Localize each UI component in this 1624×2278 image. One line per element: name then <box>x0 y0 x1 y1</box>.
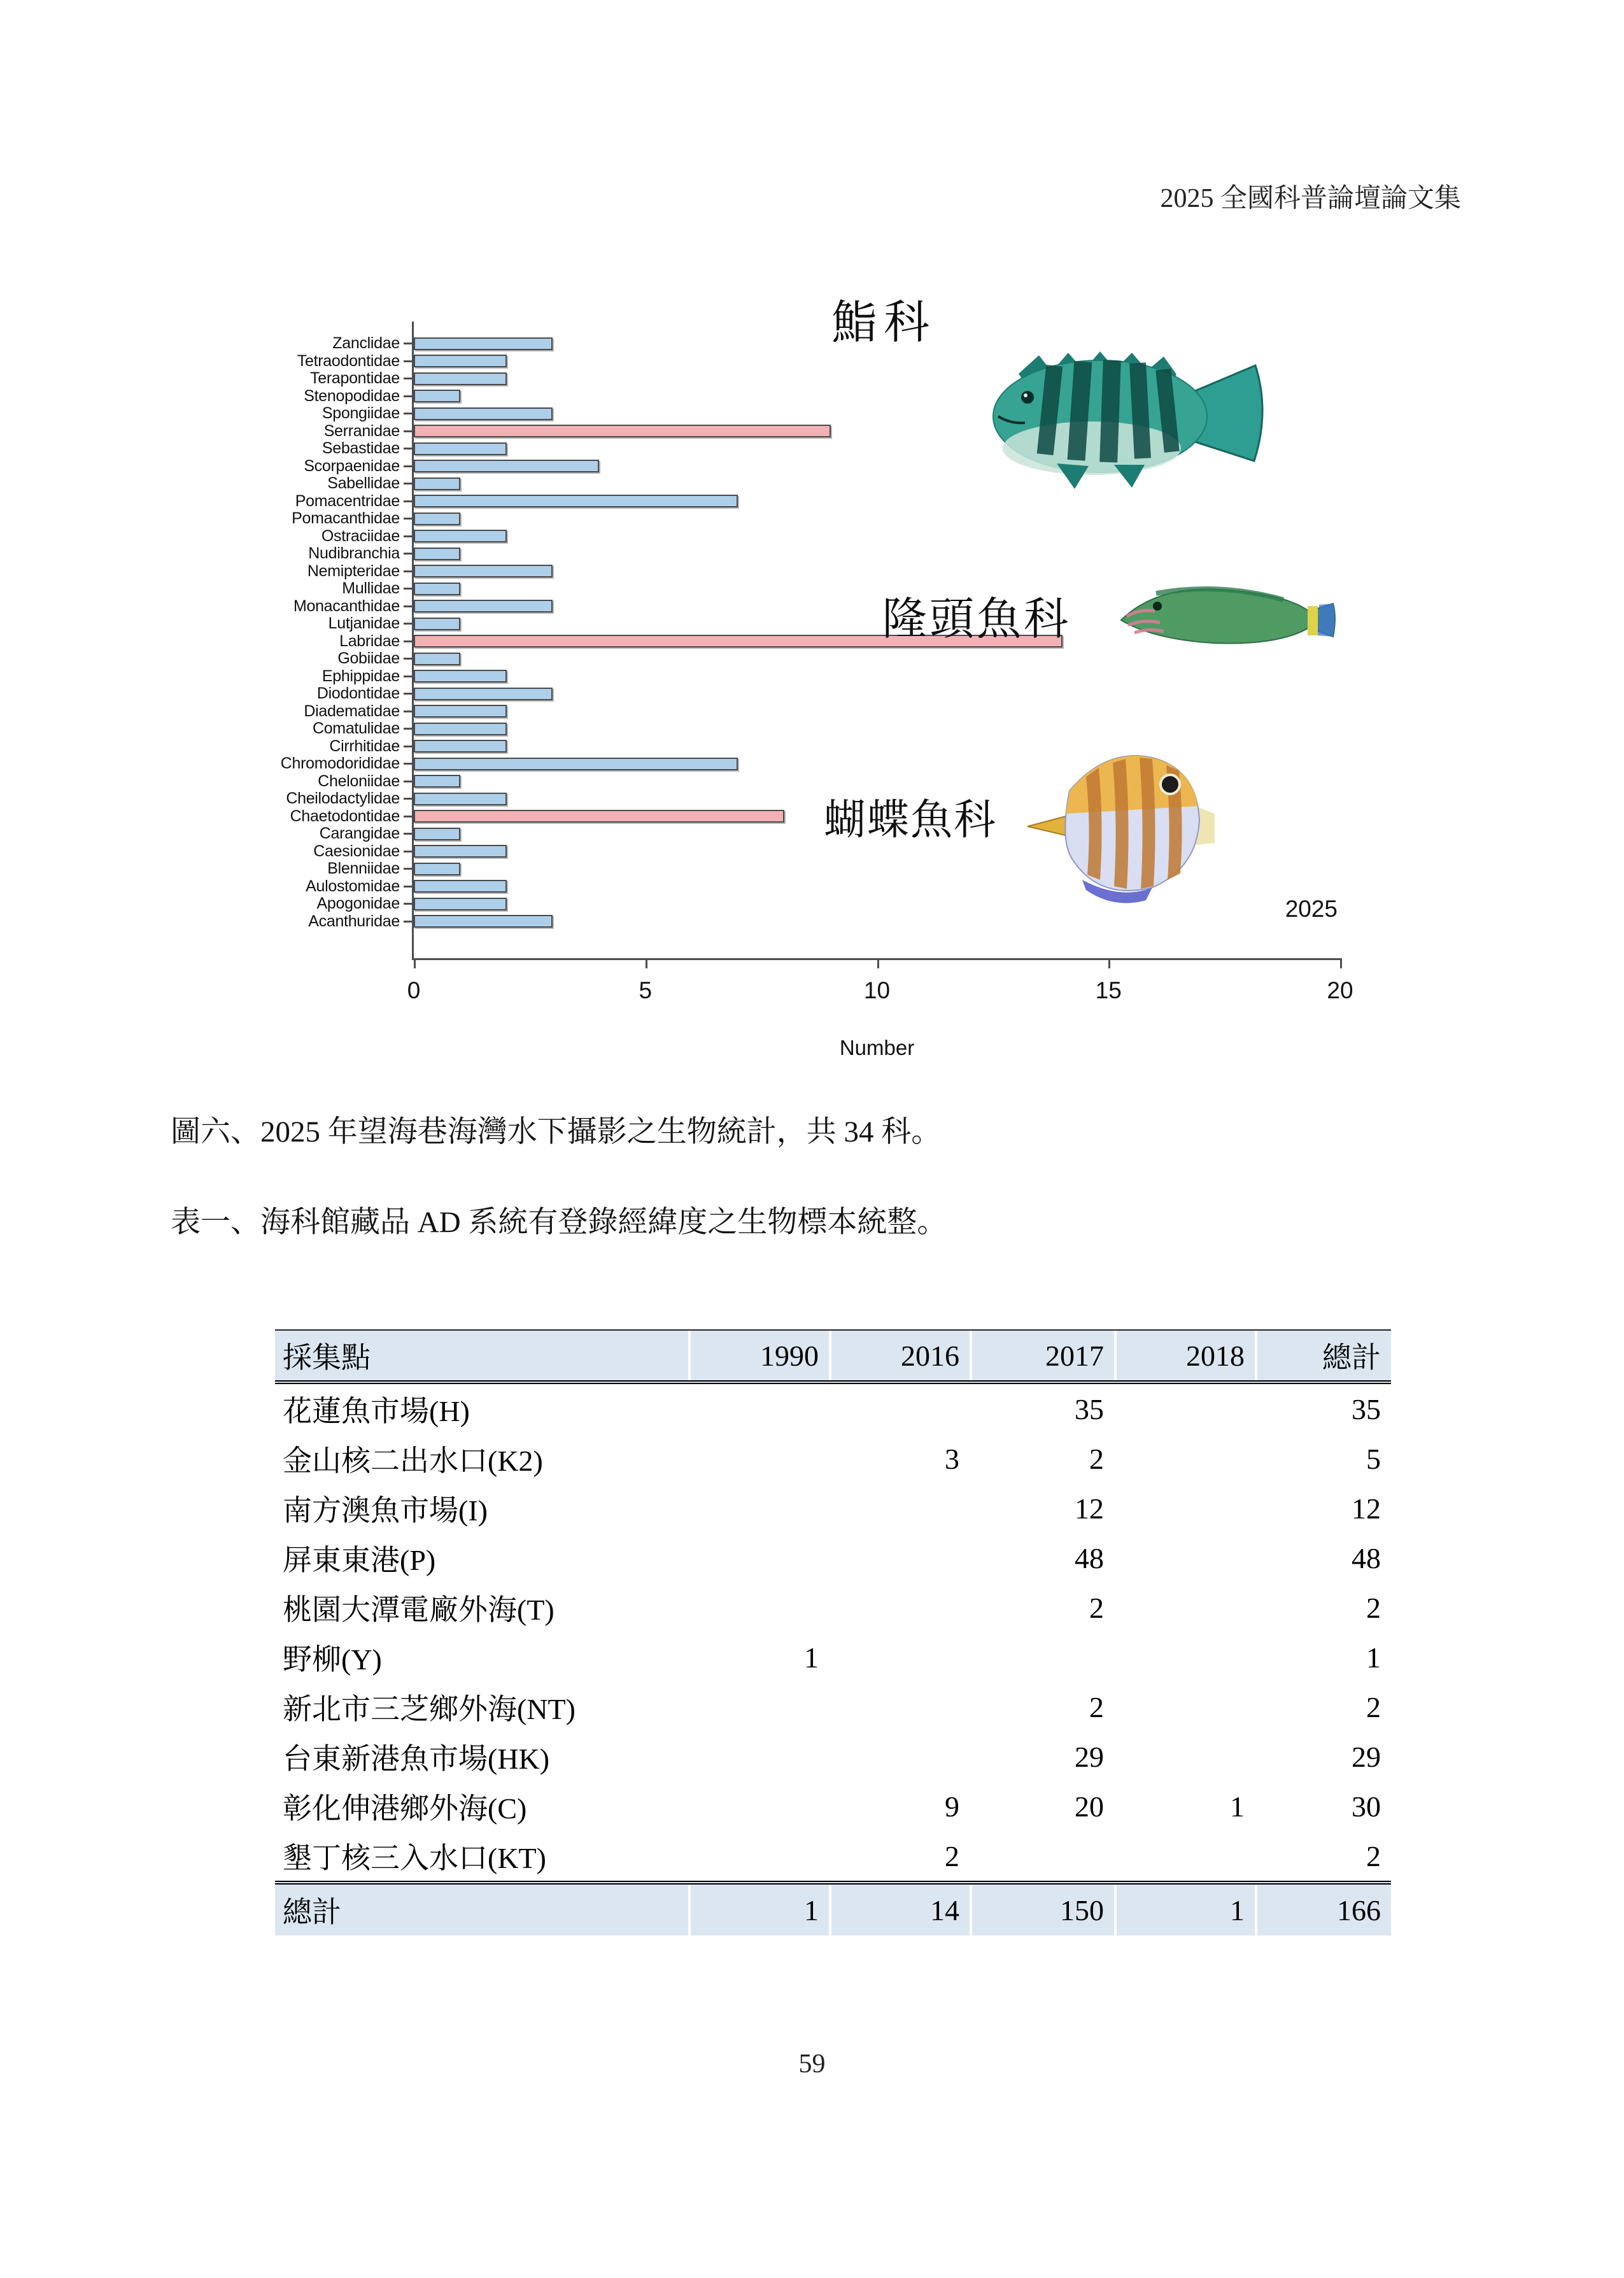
site-cell: 桃園大潭電廠外海(T) <box>283 1594 554 1626</box>
y-tick <box>404 921 414 923</box>
bar-pomacentridae <box>414 495 738 507</box>
table-row <box>275 1831 1391 1881</box>
value-cell <box>688 1384 829 1434</box>
x-tick <box>877 958 879 968</box>
chart-row <box>292 509 1340 528</box>
column-header: 1990 <box>688 1331 829 1380</box>
category-label-lutjanidae: Lutjanidae <box>328 614 400 632</box>
value-cell: 3 <box>945 1442 959 1475</box>
bar-cirrhitidae <box>414 740 507 753</box>
y-tick <box>404 851 414 852</box>
value-cell <box>688 1831 829 1881</box>
category-label-mullidae: Mullidae <box>342 579 400 597</box>
column-header: 2018 <box>1114 1331 1255 1380</box>
table-header-row <box>275 1329 1391 1384</box>
chart-year-label: 2025 <box>1285 896 1338 922</box>
x-tick-label: 5 <box>639 977 653 1003</box>
category-label-ostraciidae: Ostraciidae <box>321 527 400 545</box>
x-tick <box>1108 958 1110 968</box>
category-label-chromodorididae: Chromodorididae <box>280 754 400 772</box>
total-value-cell: 1 <box>1114 1885 1255 1935</box>
category-label-serranidae: Serranidae <box>323 421 400 440</box>
value-cell: 48 <box>1075 1541 1104 1574</box>
value-cell: 12 <box>1075 1492 1104 1525</box>
chart-row <box>308 912 1340 931</box>
bar-diodontidae <box>414 688 553 700</box>
bar-serranidae <box>414 425 831 437</box>
value-cell: 2 <box>1366 1591 1381 1624</box>
bar-blenniidae <box>414 863 460 875</box>
chart-row <box>321 667 1340 686</box>
total-value-cell: 166 <box>1255 1885 1391 1935</box>
bar-sabellidae <box>414 478 460 490</box>
x-tick-label: 15 <box>1095 977 1122 1003</box>
bar-chaetodontidae <box>414 810 784 823</box>
y-tick <box>404 378 414 379</box>
x-tick <box>646 958 647 968</box>
y-tick <box>404 500 414 502</box>
category-label-cheilodactylidae: Cheilodactylidae <box>286 789 400 807</box>
total-value-cell: 150 <box>970 1885 1114 1935</box>
table-row <box>275 1632 1391 1682</box>
site-cell: 南方澳魚市場(I) <box>283 1494 488 1527</box>
table-title: 表一、海科館藏品 AD 系統有登錄經緯度之生物標本統整。 <box>171 1206 947 1239</box>
category-label-caesionidae: Caesionidae <box>313 842 400 860</box>
category-label-chaetodontidae: Chaetodontidae <box>290 807 400 825</box>
column-header: 2016 <box>829 1331 970 1380</box>
bar-chromodorididae <box>414 758 738 770</box>
value-cell: 35 <box>1075 1392 1104 1426</box>
bar-gobiidae <box>414 653 460 665</box>
category-label-cirrhitidae: Cirrhitidae <box>329 737 400 755</box>
x-tick-label: 20 <box>1327 977 1353 1003</box>
category-label-apogonidae: Apogonidae <box>316 895 400 912</box>
category-label-scorpaenidae: Scorpaenidae <box>304 456 400 475</box>
category-label-spongiidae: Spongiidae <box>321 404 400 422</box>
table-body <box>275 1384 1391 1881</box>
value-cell: 9 <box>945 1790 959 1823</box>
category-label-tetraodontidae: Tetraodontidae <box>297 351 400 370</box>
category-label-comatulidae: Comatulidae <box>312 719 400 737</box>
value-cell <box>1114 1434 1255 1483</box>
specimen-table <box>275 1329 1391 1935</box>
site-cell: 新北市三芝鄉外海(NT) <box>283 1693 575 1725</box>
category-label-cheloniidae: Cheloniidae <box>318 772 400 790</box>
category-label-aulostomidae: Aulostomidae <box>306 877 400 895</box>
bar-zanclidae <box>414 337 553 350</box>
value-cell <box>1114 1732 1255 1781</box>
value-cell <box>829 1682 970 1732</box>
category-label-stenopodidae: Stenopodidae <box>304 386 400 405</box>
bar-comatulidae <box>414 723 507 735</box>
value-cell: 2 <box>1366 1839 1381 1872</box>
y-tick <box>404 640 414 642</box>
value-cell: 5 <box>1366 1442 1381 1475</box>
y-tick <box>404 676 414 677</box>
page-number: 59 <box>798 2049 826 2079</box>
annotation-chaetodontidae: 蝴蝶魚科 <box>824 797 997 844</box>
y-tick <box>404 553 414 555</box>
grouper-fish-image <box>980 339 1273 492</box>
value-cell <box>1114 1632 1255 1682</box>
column-header: 總計 <box>1255 1331 1391 1380</box>
value-cell <box>1114 1384 1255 1434</box>
bar-stenopodidae <box>414 390 460 402</box>
bar-carangidae <box>414 828 460 840</box>
value-cell <box>1114 1682 1255 1732</box>
category-label-sebastidae: Sebastidae <box>321 439 400 457</box>
bar-cheloniidae <box>414 775 460 788</box>
annotation-serranidae: 鮨科 <box>831 297 936 348</box>
table-row <box>275 1583 1391 1632</box>
bar-spongiidae <box>414 407 553 420</box>
value-cell <box>829 1384 970 1434</box>
bar-sebastidae <box>414 442 507 455</box>
table-total-row <box>275 1881 1391 1935</box>
y-tick <box>404 623 414 625</box>
y-tick <box>404 588 414 590</box>
bar-monacanthidae <box>414 600 553 612</box>
bar-ephippidae <box>414 670 507 683</box>
bar-cheilodactylidae <box>414 793 507 805</box>
bar-nudibranchia <box>414 548 460 560</box>
value-cell: 2 <box>945 1839 959 1872</box>
table-row <box>275 1483 1391 1533</box>
value-cell: 1 <box>1230 1790 1245 1823</box>
butterflyfish-image <box>1025 730 1216 914</box>
page-header: 2025 全國科普論壇論文集 <box>1160 184 1461 213</box>
chart-row <box>295 492 1340 511</box>
value-cell <box>1114 1831 1255 1881</box>
value-cell: 2 <box>1089 1591 1104 1624</box>
category-label-diodontidae: Diodontidae <box>316 684 400 702</box>
bar-tetraodontidae <box>414 355 507 367</box>
site-cell: 屏東東港(P) <box>283 1544 436 1576</box>
bar-aulostomidae <box>414 880 507 893</box>
value-cell <box>829 1583 970 1632</box>
bar-apogonidae <box>414 898 507 910</box>
value-cell <box>1114 1483 1255 1533</box>
value-cell <box>829 1732 970 1781</box>
value-cell: 2 <box>1089 1690 1104 1723</box>
wrasse-fish-image <box>1118 574 1337 667</box>
y-tick <box>404 711 414 712</box>
value-cell: 2 <box>1366 1690 1381 1723</box>
x-tick-label: 10 <box>863 977 891 1003</box>
y-tick <box>404 833 414 835</box>
y-tick <box>404 886 414 888</box>
value-cell <box>970 1632 1114 1682</box>
y-tick <box>404 448 414 449</box>
value-cell: 2 <box>1089 1442 1104 1475</box>
y-tick <box>404 343 414 344</box>
category-label-nemipteridae: Nemipteridae <box>307 562 400 580</box>
table-row <box>275 1732 1391 1781</box>
category-label-gobiidae: Gobiidae <box>337 649 400 667</box>
site-cell: 台東新港魚市場(HK) <box>283 1743 550 1775</box>
value-cell: 48 <box>1352 1541 1381 1574</box>
bar-acanthuridae <box>414 915 553 928</box>
y-tick <box>404 430 414 432</box>
bar-scorpaenidae <box>414 460 599 472</box>
y-tick <box>404 413 414 414</box>
x-tick-label: 0 <box>407 977 421 1003</box>
category-label-acanthuridae: Acanthuridae <box>308 912 400 930</box>
value-cell <box>688 1682 829 1732</box>
value-cell <box>829 1632 970 1682</box>
value-cell <box>688 1434 829 1483</box>
value-cell: 1 <box>804 1641 819 1674</box>
y-tick <box>404 903 414 905</box>
y-tick <box>404 605 414 607</box>
category-label-diadematidae: Diadematidae <box>304 702 400 720</box>
total-value-cell: 1 <box>688 1885 829 1935</box>
chart-row <box>308 544 1340 563</box>
value-cell: 29 <box>1352 1740 1381 1773</box>
table-row <box>275 1533 1391 1583</box>
y-tick <box>404 360 414 362</box>
y-tick <box>404 465 414 467</box>
bar-pomacanthidae <box>414 513 460 525</box>
bar-ostraciidae <box>414 530 507 542</box>
table-row <box>275 1781 1391 1831</box>
value-cell: 20 <box>1075 1790 1104 1823</box>
value-cell <box>1114 1583 1255 1632</box>
table-row <box>275 1682 1391 1732</box>
value-cell <box>829 1533 970 1583</box>
y-tick <box>404 816 414 817</box>
site-cell: 花蓮魚市場(H) <box>283 1395 470 1427</box>
bar-nemipteridae <box>414 565 553 577</box>
value-cell <box>1114 1533 1255 1583</box>
value-cell <box>688 1533 829 1583</box>
y-tick <box>404 868 414 870</box>
value-cell <box>688 1732 829 1781</box>
table-row <box>275 1384 1391 1434</box>
chart-row <box>316 684 1340 703</box>
bar-caesionidae <box>414 845 507 858</box>
value-cell <box>688 1781 829 1831</box>
site-cell: 墾丁核三入水口(KT) <box>283 1842 546 1874</box>
x-tick <box>414 958 416 968</box>
chart-row <box>304 702 1340 721</box>
value-cell: 1 <box>1366 1641 1381 1674</box>
site-cell: 彰化伸港鄉外海(C) <box>283 1792 527 1825</box>
x-tick <box>1340 958 1342 968</box>
value-cell <box>970 1831 1114 1881</box>
bar-mullidae <box>414 583 460 595</box>
column-header: 2017 <box>970 1331 1114 1380</box>
site-cell: 金山核二出水口(K2) <box>283 1445 543 1477</box>
bar-diadematidae <box>414 705 507 718</box>
category-label-terapontidae: Terapontidae <box>310 369 400 387</box>
total-label-cell: 總計 <box>283 1896 341 1928</box>
y-tick <box>404 763 414 765</box>
category-label-zanclidae: Zanclidae <box>332 334 400 352</box>
value-cell: 30 <box>1352 1790 1381 1823</box>
value-cell: 35 <box>1352 1392 1381 1426</box>
annotation-labridae: 隆頭魚科 <box>882 595 1071 644</box>
bar-lutjanidae <box>414 618 460 630</box>
site-cell: 野柳(Y) <box>283 1643 382 1676</box>
value-cell: 29 <box>1075 1740 1104 1773</box>
category-label-pomacentridae: Pomacentridae <box>295 492 400 510</box>
value-cell <box>829 1483 970 1533</box>
y-tick <box>404 570 414 572</box>
y-tick <box>404 535 414 537</box>
category-label-ephippidae: Ephippidae <box>321 667 400 685</box>
bar-terapontidae <box>414 372 507 385</box>
category-label-nudibranchia: Nudibranchia <box>308 544 400 562</box>
y-tick <box>404 728 414 730</box>
figure-caption: 圖六、2025 年望海巷海灣水下攝影之生物統計，共 34 科。 <box>171 1115 942 1149</box>
chart-row <box>321 527 1340 546</box>
value-cell: 12 <box>1352 1492 1381 1525</box>
y-tick <box>404 483 414 485</box>
value-cell <box>688 1583 829 1632</box>
y-tick <box>404 518 414 520</box>
category-label-sabellidae: Sabellidae <box>327 474 400 492</box>
y-tick <box>404 395 414 397</box>
category-label-blenniidae: Blenniidae <box>327 860 400 877</box>
category-label-labridae: Labridae <box>339 632 400 650</box>
value-cell <box>688 1483 829 1533</box>
y-tick <box>404 693 414 695</box>
x-axis-title: Number <box>839 1036 915 1059</box>
category-label-monacanthidae: Monacanthidae <box>293 597 400 615</box>
y-tick <box>404 781 414 782</box>
category-label-pomacanthidae: Pomacanthidae <box>292 509 400 527</box>
y-tick <box>404 658 414 660</box>
column-header: 採集點 <box>283 1341 371 1374</box>
y-tick <box>404 798 414 800</box>
table-row <box>275 1434 1391 1483</box>
category-label-carangidae: Carangidae <box>319 824 400 842</box>
total-value-cell: 14 <box>829 1885 970 1935</box>
y-tick <box>404 746 414 747</box>
